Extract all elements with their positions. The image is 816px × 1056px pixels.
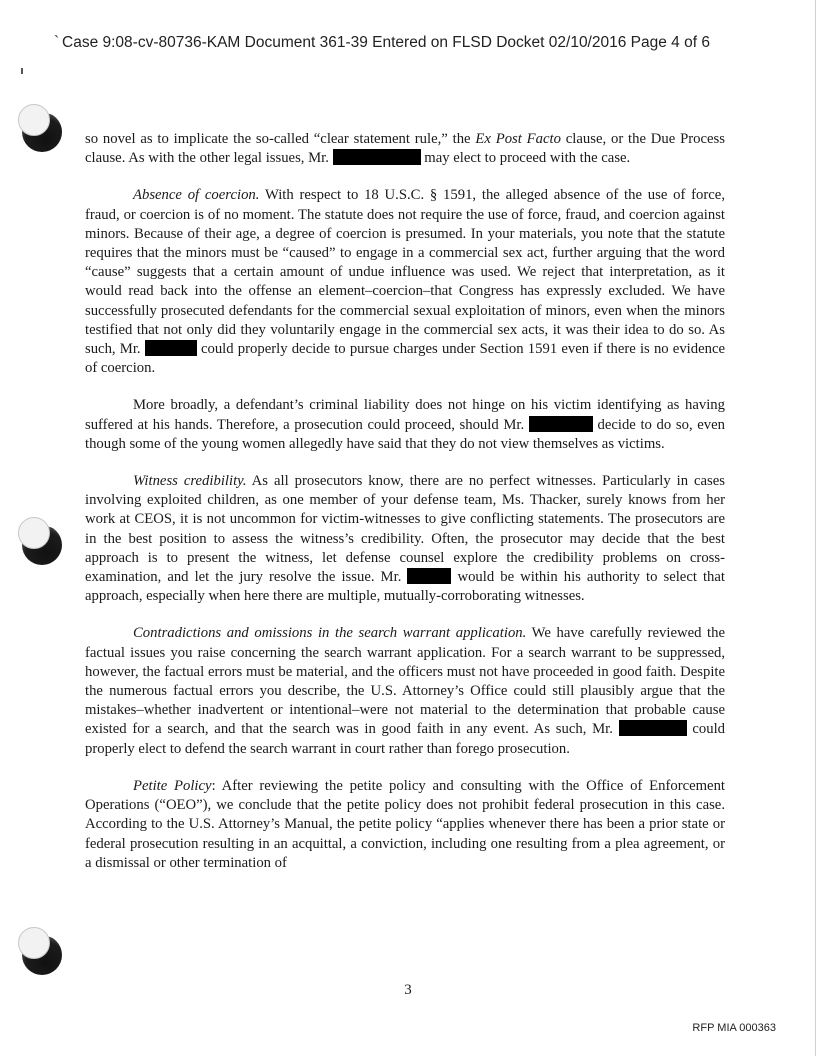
heading-petite-policy: Petite Policy (133, 777, 212, 794)
paragraph-search-warrant: Contradictions and omissions in the search warrant application. We have carefully reviewed the factual issues you raise concerning the search warrant application. For a search warrant to be suppressed, however, the factual errors must be material, and the officers must not have proceeded in good faith. Despite the numerous factual errors you describe, the U.S. Attorney’s Office could still plausibly argue that the mistakes–whether inadvertent or intentional–were not material to the determination that probable cause existed for a search, and that the search was in good faith in any event. As such, Mr. could properly elect to defend the search warrant in court rather than forego prosecution. (85, 625, 725, 757)
paragraph-criminal-liability: More broadly, a defendant’s criminal liability does not hinge on his victim identifying as having suffered at his hands. Therefore, a prosecution could proceed, should Mr. decide to do so, even though some of the young women allegedly have said that they do not view themselves as victims. (85, 397, 725, 452)
punch-hole-middle (22, 525, 62, 565)
paragraph-absence-of-coercion: Absence of coercion. With respect to 18 U.S.C. § 1591, the alleged absence of the use of force, fraud, or coercion is of no moment. The statute does not require the use of force, fraud, and coercion against minors. Because of their age, a degree of coercion is presumed. In your materials, you note that the statute requires that the minors must be “caused” to engage in a commercial sex act, further arguing that the word “cause” suggests that a certain amount of undue influence was used. We reject that interpretation, as it would read back into the offense an element–coercion–that Congress has expressly excluded. We have successfully prosecuted defendants for the commercial sexual exploitation of minors, even when the minors testified that not only did they voluntarily engage in the commercial sex acts, it was their idea to do so. As such, Mr. could properly decide to pursue charges under Section 1591 even if there is no evidence of coercion. (85, 187, 725, 377)
page-number: 3 (404, 982, 412, 998)
paragraph-petite-policy: Petite Policy: After reviewing the petite policy and consulting with the Office of Enforcement Operations (“OEO”), we conclude that the petite policy does not prohibit federal prosecution in this case. According to the U.S. Attorney’s Manual, the petite policy “applies whenever there has been a prior state or federal prosecution resulting in an acquittal, a conviction, including one resulting from a plea agreement, or a dismissal or other termination of (85, 777, 725, 871)
redaction-box (529, 416, 593, 432)
case-header (54, 34, 802, 52)
header-tick: ` (54, 34, 60, 51)
heading-search-warrant: Contradictions and omissions in the search warrant application. (133, 625, 527, 642)
bates-number: RFP MIA 000363 (692, 1022, 776, 1034)
paragraph-witness-credibility: Witness credibility. As all prosecutors know, there are no perfect witnesses. Particularly in cases involving exploited children, as one member of your defense team, Ms. Thacker, surely knows from her work at CEOS, it is not uncommon for victim-witnesses to give conflicting statements. The prosecutors are in the best position to assess the witness’s credibility. Often, the prosecutor may decide that the best approach is to present the witness, let defense counsel explore the credibility problems on cross-examination, and let the jury resolve the issue. Mr. would be within his authority to select that approach, especially when here there are multiple, mutually-corroborating witnesses. (85, 473, 726, 605)
heading-witness-credibility: Witness credibility. (133, 473, 247, 490)
redaction-box (145, 340, 197, 356)
paragraph-clear-statement: so novel as to implicate the so-called “clear statement rule,” the Ex Post Facto clause, or the Due Process clause. As with the other legal issues, Mr. may elect to proceed with the case. (85, 131, 725, 167)
punch-hole-top (22, 112, 62, 152)
redaction-box (333, 149, 421, 165)
punch-hole-bottom (22, 935, 62, 975)
scan-speck (21, 68, 23, 74)
case-line: Case 9:08-cv-80736-KAM Document 361-39 Entered on FLSD Docket 02/10/2016 Page 4 of 6 (62, 34, 710, 51)
redaction-box (407, 568, 451, 584)
redaction-box (619, 720, 687, 736)
heading-absence-of-coercion: Absence of coercion. (133, 187, 260, 204)
letter-body (85, 130, 725, 891)
